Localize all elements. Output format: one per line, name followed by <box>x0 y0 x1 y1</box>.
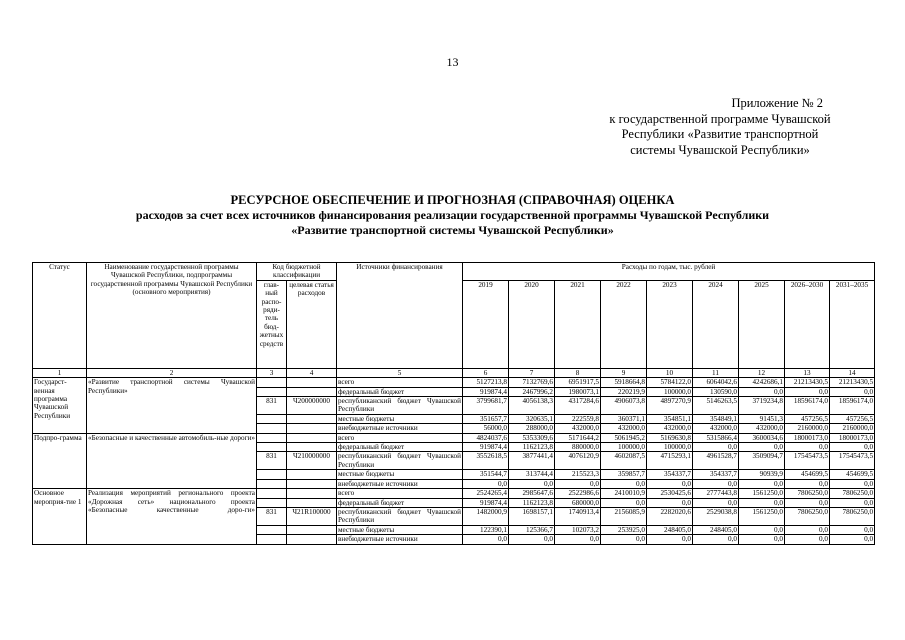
target-code-cell: Ч200000000 <box>287 397 337 415</box>
target-code-cell <box>287 414 337 423</box>
column-number: 11 <box>693 368 739 377</box>
status-cell: Государст-венная программа Чувашской Республики <box>33 378 87 433</box>
expense-value-cell: 0,0 <box>785 525 830 534</box>
target-code-cell <box>287 433 337 442</box>
expense-value-cell: 0,0 <box>830 479 875 488</box>
header-year: 2023 <box>647 280 693 368</box>
expense-value-cell: 4715293,1 <box>647 452 693 470</box>
program-name-cell: Реализация мероприятий регионального проекта «Дорожная сеть» национального проекта «Безопасные качественные доро-ги» <box>87 489 257 544</box>
target-code-cell <box>287 424 337 433</box>
expense-value-cell: 0,0 <box>739 525 785 534</box>
expense-value-cell: 288000,0 <box>509 424 555 433</box>
expense-value-cell: 5169630,8 <box>647 433 693 442</box>
target-code-cell <box>287 535 337 544</box>
target-code-cell: Ч21R100000 <box>287 507 337 525</box>
expense-value-cell: 100000,0 <box>647 443 693 452</box>
funding-source-cell: всего <box>337 378 463 387</box>
expense-value-cell: 454699,5 <box>785 470 830 479</box>
column-number: 3 <box>257 368 287 377</box>
expense-value-cell: 354337,7 <box>693 470 739 479</box>
column-number: 6 <box>463 368 509 377</box>
column-number: 8 <box>555 368 601 377</box>
expense-value-cell: 2529038,8 <box>693 507 739 525</box>
expense-value-cell: 432000,0 <box>739 424 785 433</box>
expense-value-cell: 91451,3 <box>739 414 785 423</box>
funding-source-cell: федеральный бюджет <box>337 498 463 507</box>
grbs-code-cell: 831 <box>257 397 287 415</box>
expense-value-cell: 0,0 <box>509 479 555 488</box>
grbs-code-cell <box>257 470 287 479</box>
column-number: 2 <box>87 368 257 377</box>
table-row <box>33 378 875 387</box>
expense-value-cell: 4317284,6 <box>555 397 601 415</box>
expense-value-cell: 351544,7 <box>463 470 509 479</box>
expense-value-cell: 0,0 <box>785 387 830 396</box>
header-year: 2026–2030 <box>785 280 830 368</box>
expense-value-cell: 5353309,6 <box>509 433 555 442</box>
expense-value-cell: 354851,1 <box>647 414 693 423</box>
expense-value-cell: 5171644,2 <box>555 433 601 442</box>
funding-source-cell: всего <box>337 433 463 442</box>
expense-value-cell: 0,0 <box>647 498 693 507</box>
expense-value-cell: 680000,0 <box>555 498 601 507</box>
expense-value-cell: 5127213,8 <box>463 378 509 387</box>
target-code-cell <box>287 378 337 387</box>
target-code-cell <box>287 525 337 534</box>
funding-source-cell: местные бюджеты <box>337 525 463 534</box>
target-code-cell <box>287 479 337 488</box>
expense-value-cell: 0,0 <box>693 443 739 452</box>
expense-value-cell: 5918664,8 <box>601 378 647 387</box>
header-year: 2025 <box>739 280 785 368</box>
expense-value-cell: 4242686,1 <box>739 378 785 387</box>
grbs-code-cell <box>257 498 287 507</box>
expense-value-cell: 215523,3 <box>555 470 601 479</box>
expense-value-cell: 0,0 <box>830 535 875 544</box>
target-code-cell <box>287 387 337 396</box>
expense-value-cell: 0,0 <box>785 535 830 544</box>
expense-value-cell: 130590,0 <box>693 387 739 396</box>
expense-value-cell: 4897270,9 <box>647 397 693 415</box>
expense-value-cell: 2160000,0 <box>830 424 875 433</box>
expense-value-cell: 0,0 <box>739 443 785 452</box>
table-body <box>33 378 875 544</box>
funding-source-cell: внебюджетные источники <box>337 535 463 544</box>
expense-value-cell: 457256,5 <box>785 414 830 423</box>
appendix-line: к государственной программе Чувашской <box>609 111 831 126</box>
expense-value-cell: 2282020,6 <box>647 507 693 525</box>
expense-value-cell: 2985647,6 <box>509 489 555 498</box>
expense-value-cell: 3509094,7 <box>739 452 785 470</box>
expense-value-cell: 354337,7 <box>647 470 693 479</box>
page-number: 13 <box>446 55 459 69</box>
expense-value-cell: 1980073,1 <box>555 387 601 396</box>
document-heading <box>0 192 905 238</box>
column-number: 10 <box>647 368 693 377</box>
expense-value-cell: 18000173,0 <box>830 433 875 442</box>
expense-value-cell: 359857,7 <box>601 470 647 479</box>
expense-value-cell: 220219,9 <box>601 387 647 396</box>
expense-value-cell: 0,0 <box>785 479 830 488</box>
document-subtitle: расходов за счет всех источников финансирования реализации государственной программы Чувашской Республики <box>135 208 770 222</box>
expense-value-cell: 919874,4 <box>463 443 509 452</box>
expense-value-cell: 0,0 <box>601 479 647 488</box>
expense-value-cell: 1162123,8 <box>509 498 555 507</box>
grbs-code-cell <box>257 489 287 498</box>
grbs-code-cell <box>257 378 287 387</box>
funding-source-cell: республиканский бюджет Чувашской Республики <box>338 452 461 469</box>
expense-value-cell: 4961528,7 <box>693 452 739 470</box>
expense-value-cell: 0,0 <box>830 498 875 507</box>
funding-source-cell: внебюджетные источники <box>337 424 463 433</box>
status-cell: Основное мероприя-тие 1 <box>33 489 87 544</box>
header-year: 2020 <box>509 280 555 368</box>
expense-value-cell: 5784122,0 <box>647 378 693 387</box>
document-title: РЕСУРСНОЕ ОБЕСПЕЧЕНИЕ И ПРОГНОЗНАЯ (СПРАВОЧНАЯ) ОЦЕНКА <box>230 193 675 207</box>
expense-value-cell: 6951917,5 <box>555 378 601 387</box>
expense-value-cell: 1561250,0 <box>739 489 785 498</box>
grbs-code-cell: 831 <box>257 507 287 525</box>
expense-value-cell: 100000,0 <box>601 443 647 452</box>
target-code-cell <box>287 470 337 479</box>
expense-value-cell: 0,0 <box>739 387 785 396</box>
expense-value-cell: 18000173,0 <box>785 433 830 442</box>
expense-value-cell: 432000,0 <box>555 424 601 433</box>
expense-value-cell: 6064042,6 <box>693 378 739 387</box>
expense-value-cell: 457256,5 <box>830 414 875 423</box>
funding-source-cell: местные бюджеты <box>337 414 463 423</box>
header-year: 2021 <box>555 280 601 368</box>
target-code-cell <box>287 498 337 507</box>
expense-value-cell: 7806250,0 <box>830 507 875 525</box>
table-row <box>33 433 875 442</box>
expense-value-cell: 0,0 <box>555 479 601 488</box>
expense-value-cell: 4076120,9 <box>555 452 601 470</box>
column-number: 1 <box>33 368 87 377</box>
expense-value-cell: 2777443,8 <box>693 489 739 498</box>
expense-value-cell: 1482000,9 <box>463 507 509 525</box>
column-number: 9 <box>601 368 647 377</box>
funding-source-cell: республиканский бюджет Чувашской Республики <box>338 507 461 525</box>
funding-source-cell: федеральный бюджет <box>337 443 463 452</box>
expense-value-cell: 122390,1 <box>463 525 509 534</box>
expense-value-cell: 7806250,0 <box>830 489 875 498</box>
expense-value-cell: 0,0 <box>647 535 693 544</box>
expense-value-cell: 4906073,8 <box>601 397 647 415</box>
expense-value-cell: 3552618,5 <box>463 452 509 470</box>
expense-value-cell: 17545473,5 <box>785 452 830 470</box>
expense-value-cell: 0,0 <box>785 443 830 452</box>
expense-value-cell: 21213430,5 <box>785 378 830 387</box>
funding-source-cell: местные бюджеты <box>337 470 463 479</box>
funding-source-cell: внебюджетные источники <box>337 479 463 488</box>
expense-value-cell: 0,0 <box>693 535 739 544</box>
column-number: 5 <box>337 368 463 377</box>
expense-value-cell: 880000,0 <box>555 443 601 452</box>
expense-value-cell: 7132769,6 <box>509 378 555 387</box>
expense-value-cell: 0,0 <box>509 535 555 544</box>
expense-value-cell: 3799681,7 <box>463 397 509 415</box>
expense-value-cell: 7806250,0 <box>785 507 830 525</box>
expense-value-cell: 248405,0 <box>693 525 739 534</box>
expense-value-cell: 1698157,1 <box>509 507 555 525</box>
header-sources: Источники финансирования <box>337 263 463 369</box>
header-code-grbs: глав-ный распо-ряди-тель бюд-жетных средств <box>257 280 287 368</box>
expense-value-cell: 0,0 <box>463 479 509 488</box>
grbs-code-cell <box>257 414 287 423</box>
expense-value-cell: 351657,7 <box>463 414 509 423</box>
program-name-cell: «Развитие транспортной системы Чувашской Республики» <box>87 378 257 433</box>
expense-value-cell: 5146263,5 <box>693 397 739 415</box>
resource-table <box>32 262 875 545</box>
grbs-code-cell <box>257 443 287 452</box>
column-number: 4 <box>287 368 337 377</box>
grbs-code-cell <box>257 525 287 534</box>
expense-value-cell: 2410010,9 <box>601 489 647 498</box>
expense-value-cell: 432000,0 <box>693 424 739 433</box>
expense-value-cell: 0,0 <box>647 479 693 488</box>
expense-value-cell: 125366,7 <box>509 525 555 534</box>
expense-value-cell: 0,0 <box>601 498 647 507</box>
expense-value-cell: 222559,8 <box>555 414 601 423</box>
expense-value-cell: 3719234,8 <box>739 397 785 415</box>
grbs-code-cell <box>257 387 287 396</box>
table-row <box>33 489 875 498</box>
appendix-title: Приложение № 2 <box>731 96 823 110</box>
appendix-line: Республики «Развитие транспортной <box>621 127 819 141</box>
grbs-code-cell <box>257 433 287 442</box>
expense-value-cell: 3600034,6 <box>739 433 785 442</box>
expense-value-cell: 2524265,4 <box>463 489 509 498</box>
funding-source-cell: федеральный бюджет <box>337 387 463 396</box>
header-code-target: целевая статья расходов <box>287 280 337 368</box>
target-code-cell: Ч210000000 <box>287 452 337 470</box>
expense-value-cell: 1740913,4 <box>555 507 601 525</box>
expense-value-cell: 313744,4 <box>509 470 555 479</box>
column-number: 14 <box>830 368 875 377</box>
expense-value-cell: 0,0 <box>463 535 509 544</box>
expense-value-cell: 2160000,0 <box>785 424 830 433</box>
header-year: 2024 <box>693 280 739 368</box>
expense-value-cell: 100000,0 <box>647 387 693 396</box>
expense-value-cell: 248405,0 <box>647 525 693 534</box>
expense-value-cell: 919874,4 <box>463 498 509 507</box>
expense-value-cell: 2522986,6 <box>555 489 601 498</box>
expense-value-cell: 0,0 <box>785 498 830 507</box>
expense-value-cell: 1561250,0 <box>739 507 785 525</box>
grbs-code-cell <box>257 535 287 544</box>
expense-value-cell: 5315866,4 <box>693 433 739 442</box>
expense-value-cell: 21213430,5 <box>830 378 875 387</box>
header-year: 2019 <box>463 280 509 368</box>
header-year: 2031–2035 <box>830 280 875 368</box>
header-expenses: Расходы по годам, тыс. рублей <box>463 263 875 281</box>
expense-value-cell: 919874,4 <box>463 387 509 396</box>
expense-value-cell: 0,0 <box>693 479 739 488</box>
expense-value-cell: 102073,2 <box>555 525 601 534</box>
expense-value-cell: 0,0 <box>601 535 647 544</box>
header-name: Наименование государственной программы Чувашской Республики, подпрограммы государственной программы Чувашской Республики (основного мероприятия) <box>87 263 257 369</box>
expense-value-cell: 1162123,8 <box>509 443 555 452</box>
expense-value-cell: 0,0 <box>830 443 875 452</box>
column-number-row <box>33 368 875 377</box>
expense-value-cell: 0,0 <box>693 498 739 507</box>
grbs-code-cell <box>257 424 287 433</box>
header-code: Код бюджетной классификации <box>257 263 337 281</box>
expense-value-cell: 0,0 <box>830 387 875 396</box>
program-name-cell: «Безопасные и качественные автомобиль-ные дороги» <box>87 433 257 488</box>
expense-value-cell: 320635,1 <box>509 414 555 423</box>
expense-value-cell: 2467996,2 <box>509 387 555 396</box>
grbs-code-cell: 831 <box>257 452 287 470</box>
header-year: 2022 <box>601 280 647 368</box>
expense-value-cell: 7806250,0 <box>785 489 830 498</box>
expense-value-cell: 0,0 <box>739 479 785 488</box>
expense-value-cell: 2530425,6 <box>647 489 693 498</box>
expense-value-cell: 454699,5 <box>830 470 875 479</box>
column-number: 13 <box>785 368 830 377</box>
expense-value-cell: 354849,1 <box>693 414 739 423</box>
document-subtitle: «Развитие транспортной системы Чувашской Республики» <box>291 223 614 237</box>
appendix-line: системы Чувашской Республики» <box>630 142 810 157</box>
expense-value-cell: 0,0 <box>830 525 875 534</box>
status-cell: Подпро-грамма <box>33 433 87 488</box>
column-number: 12 <box>739 368 785 377</box>
expense-value-cell: 432000,0 <box>647 424 693 433</box>
expense-value-cell: 17545473,5 <box>830 452 875 470</box>
expense-value-cell: 90939,9 <box>739 470 785 479</box>
appendix-block <box>555 96 885 158</box>
expense-value-cell: 18596174,0 <box>830 397 875 415</box>
grbs-code-cell <box>257 479 287 488</box>
target-code-cell <box>287 489 337 498</box>
expense-value-cell: 0,0 <box>739 498 785 507</box>
target-code-cell <box>287 443 337 452</box>
funding-source-cell: всего <box>337 489 463 498</box>
expense-value-cell: 0,0 <box>555 535 601 544</box>
expense-value-cell: 0,0 <box>739 535 785 544</box>
expense-value-cell: 253925,0 <box>601 525 647 534</box>
expense-value-cell: 432000,0 <box>601 424 647 433</box>
expense-value-cell: 3877441,4 <box>509 452 555 470</box>
expense-value-cell: 4824037,6 <box>463 433 509 442</box>
expense-value-cell: 56000,0 <box>463 424 509 433</box>
expense-value-cell: 18596174,0 <box>785 397 830 415</box>
expense-value-cell: 2156085,9 <box>601 507 647 525</box>
expense-value-cell: 360371,1 <box>601 414 647 423</box>
expense-value-cell: 4602087,5 <box>601 452 647 470</box>
expense-value-cell: 5061945,2 <box>601 433 647 442</box>
funding-source-cell: республиканский бюджет Чувашской Республики <box>338 397 461 414</box>
header-status: Статус <box>33 263 87 369</box>
column-number: 7 <box>509 368 555 377</box>
expense-value-cell: 4056138,3 <box>509 397 555 415</box>
